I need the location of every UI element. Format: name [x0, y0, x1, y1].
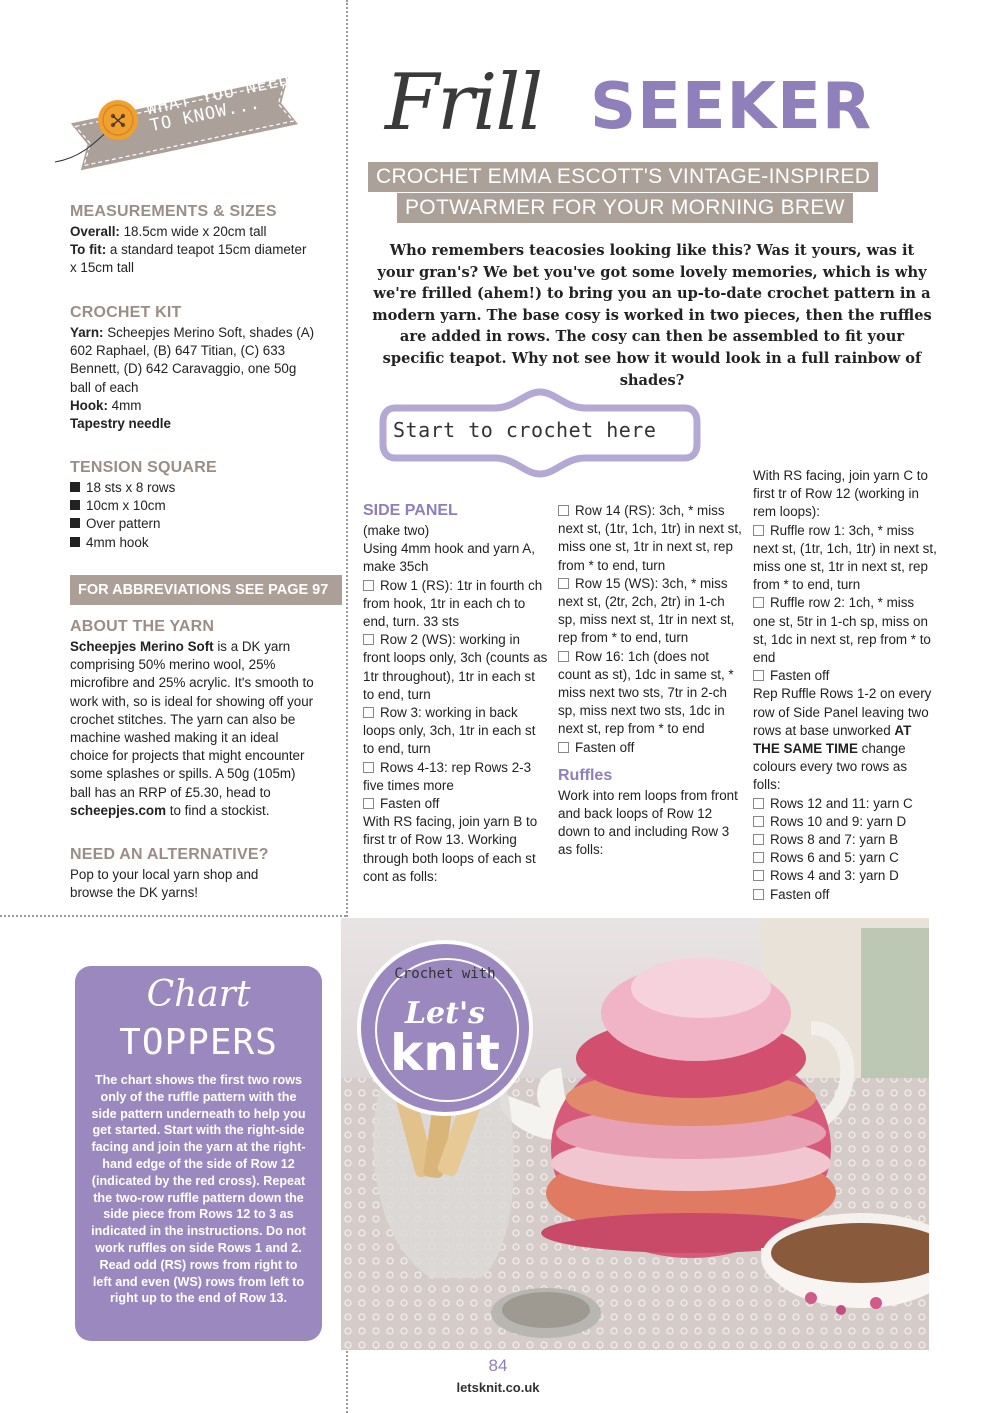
measurements-heading: MEASUREMENTS & SIZES: [70, 203, 277, 220]
list-item: Rows 8 and 7: yarn B: [753, 831, 938, 849]
list-item: Rows 6 and 5: yarn C: [753, 849, 938, 867]
toppers-title: TOPPERS: [119, 1022, 278, 1063]
subtitle-line-2: POTWARMER FOR YOUR MORNING BREW: [397, 193, 853, 223]
list-item: Fasten off: [363, 795, 548, 813]
about-yarn-heading: ABOUT THE YARN: [70, 618, 215, 635]
ruffle-rows-column: With RS facing, join yarn C to first tr of Row 12 (working in rem loops): Ruffle row 1: 3ch, * miss next st, (1tr, 1ch, 1tr) in next st, miss one st, 1tr in next st, rep from * to end, turn Ruffle row 2: 1ch, * miss one st, 5tr in 1-ch sp, miss on st, 1dc in next st, rep from * to end Fasten off Rep Ruffle Rows 1-2 on every row of Side Panel leaving two rows at base unworked AT THE SAME TIME change colours every two rows as folls: Rows 12 and 11: yarn C Rows 10 and 9: yarn D Rows 8 and 7: yarn B Rows 6 and 5: yarn C Rows 4 and 3: yarn D Fasten off: [753, 467, 938, 904]
tension-heading: TENSION SQUARE: [70, 459, 217, 476]
tea-cosy-photo: [341, 918, 929, 1350]
toppers-script: Chart: [146, 974, 251, 1015]
tension-list: [70, 479, 310, 552]
badge-knit: knit: [390, 1024, 500, 1082]
list-item: Row 16: 1ch (does not count as st), 1dc in same st, * miss next two sts, 7tr in 2-ch sp, miss next two sts, 1dc in next st, rep from * to end: [558, 648, 734, 737]
yarn-link[interactable]: scheepjes.com: [70, 802, 167, 818]
list-item: 18 sts x 8 rows: [70, 479, 310, 497]
badge-top-text: Crochet with: [394, 966, 496, 982]
list-item: Row 1 (RS): 1tr in fourth ch from hook, 1tr in each ch to end, turn. 33 sts: [363, 577, 543, 630]
list-item: Rows 4 and 3: yarn D: [753, 867, 938, 885]
toppers-text: The chart shows the first two rows only of the ruffle pattern with the side pattern underneath to help you get started. Start with the right-side facing and join the yarn at the right-hand edge of the side of Row 12 (indicated by the red cross). Repeat the two-row ruffle pattern down the side piece from Rows 12 to 3 as indicated in the instructions. Do not work ruffles on side Rows 1 and 2. Read odd (RS) rows from right to left and even (WS) rows from left to right up to the end of Row 13.: [91, 1073, 306, 1306]
list-item: Row 2 (WS): working in front loops only, 3ch (counts as 1tr throughout), 1tr in each st to end, turn: [363, 632, 548, 702]
list-item: Fasten off: [558, 739, 743, 757]
list-item: Ruffle row 2: 1ch, * miss one st, 5tr in 1-ch sp, miss on st, 1dc in next st, rep from * to end: [753, 595, 931, 666]
list-item: 4mm hook: [70, 534, 310, 552]
list-item: Ruffle row 1: 3ch, * miss next st, (1tr, 1ch, 1tr) in next st, miss one st, 1tr in next st, rep from * to end, turn: [753, 522, 937, 593]
title-bold: SEEKER: [590, 70, 873, 144]
list-item: Rows 4-13: rep Rows 2-3 five times more: [363, 759, 532, 793]
section-divider: [0, 915, 346, 917]
list-item: Rows 12 and 11: yarn C: [753, 795, 938, 813]
list-item: Fasten off: [753, 886, 938, 904]
side-panel-heading: SIDE PANEL: [363, 502, 458, 519]
site-url[interactable]: letsknit.co.uk: [456, 1380, 540, 1395]
rows-column: Row 14 (RS): 3ch, * miss next st, (1tr, 1ch, 1tr) in next st, miss one st, 1tr in next st, rep from * to end, turn Row 15 (WS): 3ch, * miss next st, (2tr, 2ch, 2tr) in 1-ch sp, miss next st, 1tr in next st, rep from * to end, turn Row 16: 1ch (does not count as st), 1dc in same st, * miss next two sts, 7tr in 2-ch sp, miss next two sts, 1dc in next st, rep from * to end Fasten off Ruffles Work into rem loops from front and back loops of Row 12 down to and including Row 3 as folls:: [558, 503, 742, 858]
list-item: Row 15 (WS): 3ch, * miss next st, (2tr, 2ch, 2tr) in 1-ch sp, miss next st, 1tr in next st, rep from * to end, turn: [558, 575, 735, 646]
page-number: 84: [488, 1356, 508, 1375]
list-item: Fasten off: [753, 667, 938, 685]
crochet-kit-heading: CROCHET KIT: [70, 304, 182, 321]
crochet-kit-text: Yarn: Scheepjes Merino Soft, shades (A) 602 Raphael, (B) 647 Titian, (C) 633 Bennett, (D) 642 Caravaggio, one 50g ball of each Hook: 4mm Tapestry needle: [70, 325, 315, 432]
chart-toppers-box: [75, 966, 322, 1341]
subtitle-line-1: CROCHET EMMA ESCOTT'S VINTAGE-INSPIRED: [368, 162, 878, 192]
list-item: Rows 10 and 9: yarn D: [753, 813, 938, 831]
ruffles-heading: Ruffles: [558, 766, 613, 784]
alternative-text: Pop to your local yarn shop and browse the DK yarns!: [70, 867, 259, 901]
about-yarn-text: Scheepjes Merino Soft is a DK yarn comprising 50% merino wool, 25% microfibre and 25% acrylic. It's smooth to work with, so is ideal for showing off your crochet stitches. The yarn can also be machine washed making it an ideal choice for projects that might encounter some splashes or spills. A 50g (105m) ball has an RRP of £5.30, head to scheepjes.com to find a stockist.: [70, 639, 314, 818]
intro-paragraph: Who remembers teacosies looking like this? Was it yours, was it your gran's? We bet you've got some lovely memories, which is why we're frilled (ahem!) to bring you an up-to-date crochet pattern in a modern yarn. The base cosy is worked in two pieces, then the ruffles are added in rows. The cosy can then be assembled to fit your specific teapot. Why not see how it would look in a full rainbow of shades?: [372, 242, 932, 389]
list-item: Over pattern: [70, 515, 310, 533]
alternative-heading: NEED AN ALTERNATIVE?: [70, 846, 269, 863]
start-to-crochet-label: Start to crochet here: [393, 418, 657, 442]
banner-text: WHAT YOU NEED TO KNOW...: [144, 69, 292, 137]
measurements-text: Overall: 18.5cm wide x 20cm tall To fit: a standard teapot 15cm diameter x 15cm tall: [70, 224, 307, 276]
title-script: Frill: [385, 58, 542, 148]
lets-knit-badge: [357, 940, 533, 1116]
badge-lets: Let's: [404, 996, 486, 1031]
list-item: 10cm x 10cm: [70, 497, 310, 515]
side-panel-column: SIDE PANEL (make two) Using 4mm hook and yarn A, make 35ch Row 1 (RS): 1tr in fourth ch from hook, 1tr in each ch to end, turn. 33 sts Row 2 (WS): working in front loops only, 3ch (counts as 1tr throughout), 1tr in each st to end, turn Row 3: working in back loops only, 3ch, 1tr in each st to end, turn Rows 4-13: rep Rows 2-3 five times more Fasten off With RS facing, join yarn B to first tr of Row 13. Working through both loops of each st cont as folls:: [363, 502, 548, 884]
what-you-need-banner: [55, 62, 310, 182]
abbreviations-bar: FOR ABBREVIATIONS SEE PAGE 97: [70, 575, 342, 605]
list-item: Row 3: working in back loops only, 3ch, 1tr in each st to end, turn: [363, 705, 536, 757]
list-item: Row 14 (RS): 3ch, * miss next st, (1tr, 1ch, 1tr) in next st, miss one st, 1tr in next st, rep from * to end, turn: [558, 503, 742, 573]
